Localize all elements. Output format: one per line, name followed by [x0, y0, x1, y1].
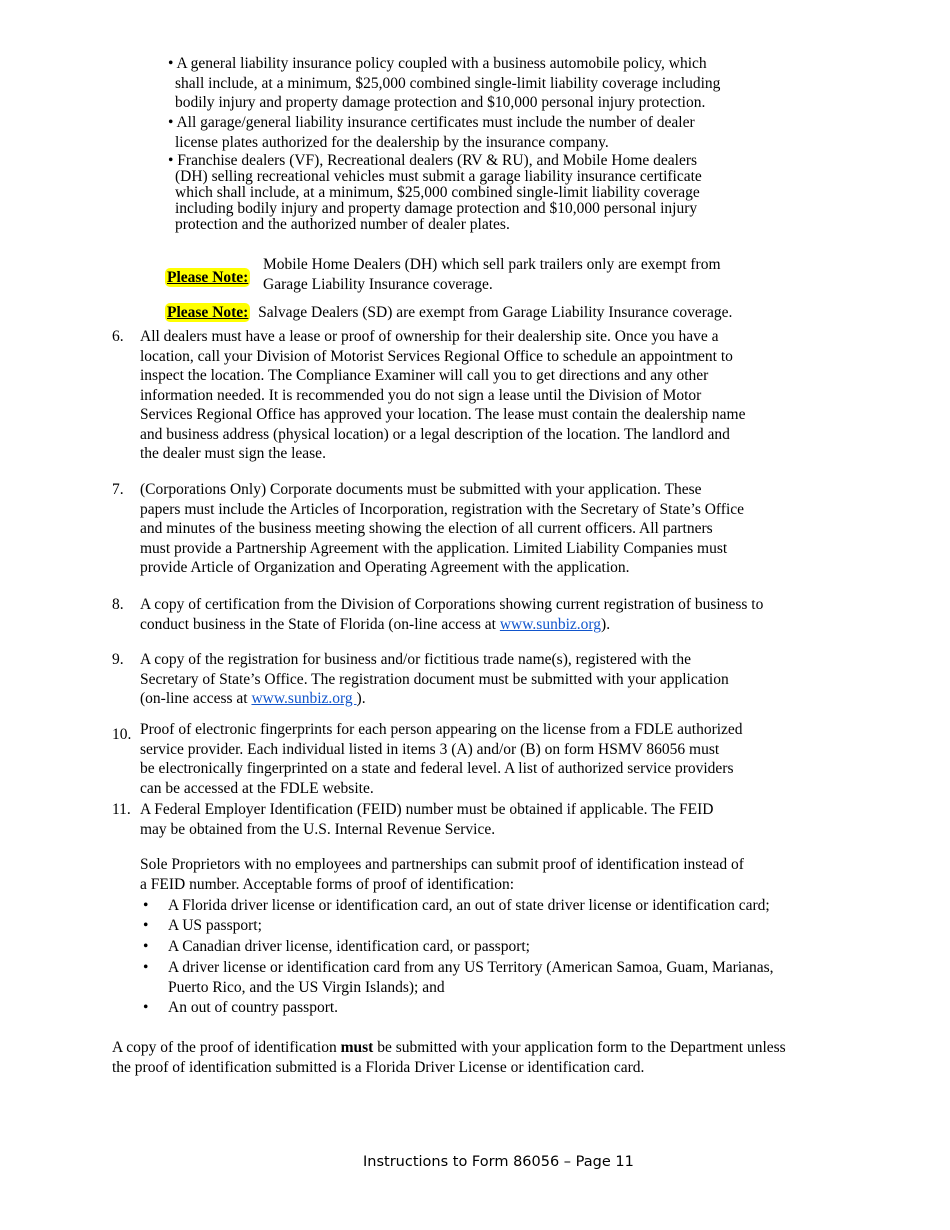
- page-footer: Instructions to Form 86056 – Page 11: [363, 1154, 634, 1170]
- note-label-mobile-home: Please Note:: [167, 269, 249, 286]
- note-salvage-dealers: Please Note: Salvage Dealers (SD) are exempt from Garage Liability Insurance coverage.: [167, 304, 733, 321]
- sunbiz-link[interactable]: www.sunbiz.org: [499, 615, 602, 633]
- id-bullet-text: A Canadian driver license, identification card, or passport;: [168, 938, 530, 955]
- id-bullet: •: [143, 999, 149, 1016]
- item-8-text: A copy of certification from the Division of Corporations showing current registration of business to conduct business in the State of Florida (on-line access at www.sunbiz.org).: [140, 596, 764, 633]
- id-bullet-text: A driver license or identification card from any US Territory (American Samoa, Guam, Marianas, Puerto Rico, and the US Virgin Islands); and: [168, 959, 774, 996]
- item-10-number: 10.: [112, 726, 132, 743]
- item-9-text: A copy of the registration for business and/or fictitious trade name(s), registered with the Secretary of State’s Office. The registration document must be submitted with your application (on-line access at www.sunbiz.org ).: [140, 651, 729, 707]
- id-bullet: •: [143, 959, 149, 976]
- item-8-number: 8.: [112, 596, 124, 613]
- id-bullet-text: An out of country passport.: [168, 999, 339, 1016]
- item-7-number: 7.: [112, 481, 124, 498]
- note-text-mobile-home: Mobile Home Dealers (DH) which sell park trailers only are exempt from Garage Liability Insurance coverage.: [263, 256, 721, 293]
- id-bullet-text: A US passport;: [168, 917, 262, 934]
- id-bullet: •: [143, 917, 149, 934]
- item-6-text: All dealers must have a lease or proof of ownership for their dealership site. Once you have a location, call your Division of Motorist Services Regional Office to schedule an appointment to inspect the location. The Compliance Examiner will call you to get directions and any other information needed. It is recommended you do not sign a lease until the Division of Motor Services Regional Office has approved your location. The lease must contain the dealership name and business address (physical location) or a legal description of the location. The landlord and the dealer must sign the lease.: [140, 328, 746, 462]
- id-bullet-text: A Florida driver license or identification card, an out of state driver license or identification card;: [168, 897, 770, 914]
- id-bullet: •: [143, 938, 149, 955]
- final-paragraph: A copy of the proof of identification must be submitted with your application form to the Department unless the proof of identification submitted is a Florida Driver License or identification card.: [112, 1039, 786, 1076]
- item-6-number: 6.: [112, 328, 124, 345]
- item-11-text: A Federal Employer Identification (FEID) number must be obtained if applicable. The FEID may be obtained from the U.S. Internal Revenue Service.: [140, 801, 714, 838]
- item-10-text: Proof of electronic fingerprints for each person appearing on the license from a FDLE authorized service provider. Each individual listed in items 3 (A) and/or (B) on form HSMV 86056 must be electronically fingerprinted on a state and federal level. A list of authorized service providers can be accessed at the FDLE website.: [140, 721, 743, 797]
- bullet-general-liability: • A general liability insurance policy coupled with a business automobile policy, which shall include, at a minimum, $25,000 combined single-limit liability coverage including bodily injury and property damage protection and $10,000 personal injury protection.: [168, 55, 721, 111]
- bullet-franchise-dealers: • Franchise dealers (VF), Recreational dealers (RV & RU), and Mobile Home dealers (DH) selling recreational vehicles must submit a garage liability insurance certificate which shall include, at a minimum, $25,000 combined single-limit liability coverage including bodily injury and property damage protection and $10,000 personal injury protection and the authorized number of dealer plates.: [168, 152, 702, 233]
- item-9-number: 9.: [112, 651, 124, 668]
- item-11-number: 11.: [112, 801, 131, 818]
- sole-proprietors-paragraph: Sole Proprietors with no employees and partnerships can submit proof of identification instead of a FEID number. Acceptable forms of proof of identification:: [140, 856, 744, 893]
- sunbiz-link[interactable]: www.sunbiz.org: [251, 690, 357, 707]
- id-bullet: •: [143, 897, 149, 914]
- bullet-garage-certificates: • All garage/general liability insurance certificates must include the number of dealer license plates authorized for the dealership by the insurance company.: [168, 114, 695, 151]
- item-7-text: (Corporations Only) Corporate documents must be submitted with your application. These papers must include the Articles of Incorporation, registration with the Secretary of State’s Office and minutes of the business meeting showing the election of all current officers. All partners must provide a Partnership Agreement with the application. Limited Liability Companies must provide Article of Organization and Operating Agreement with the application.: [140, 481, 745, 576]
